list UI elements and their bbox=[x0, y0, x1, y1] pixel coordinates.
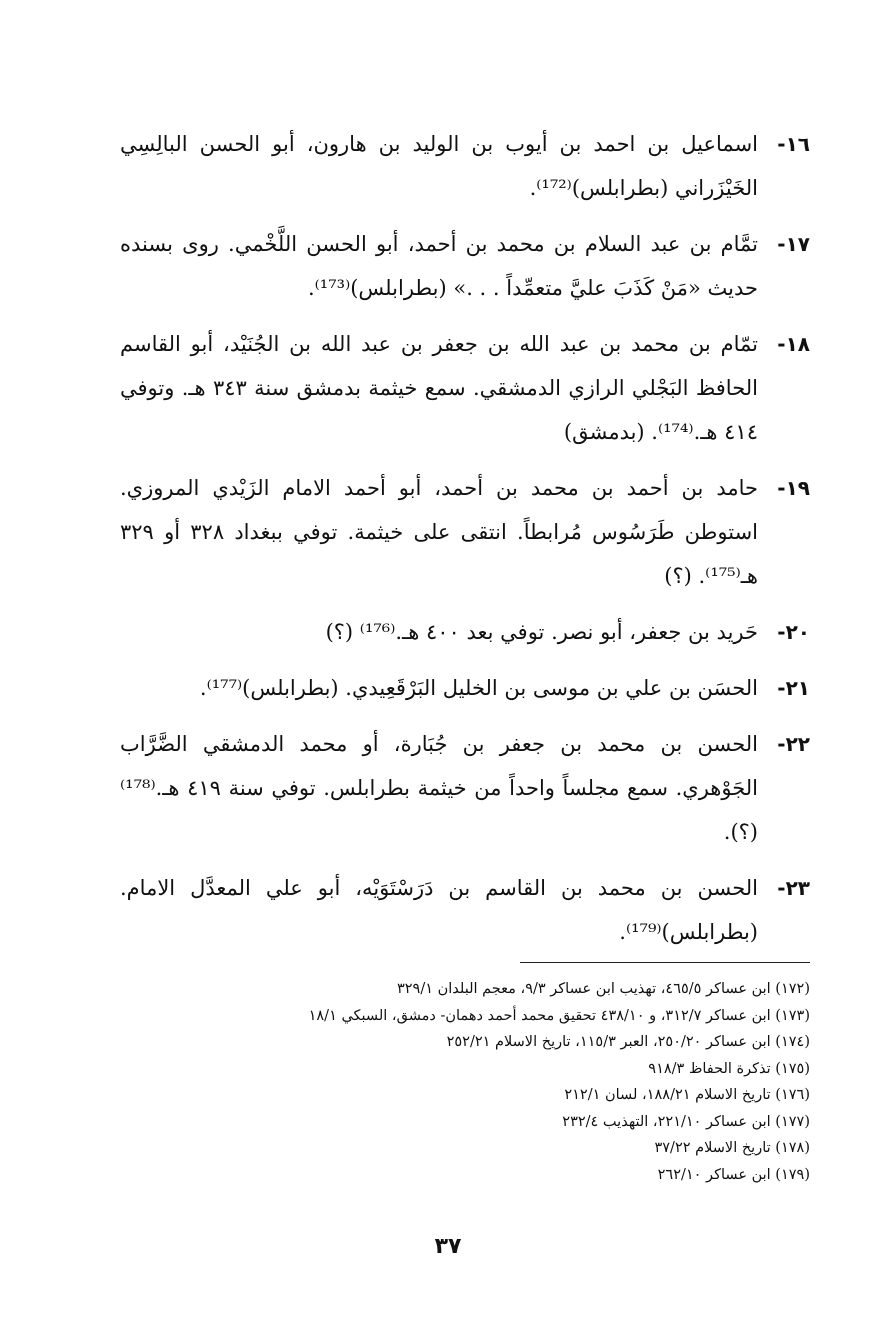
footnote: (١٧٦) تاريخ الاسلام ١٨٨/٢١، لسان ٢١٢/١ bbox=[564, 1087, 810, 1103]
footnote: (١٧٨) تاريخ الاسلام ٣٧/٢٢ bbox=[654, 1140, 810, 1156]
entry-text: الحسَن بن علي بن موسى بن الخليل البَرْقَعِيدي. (بطرابلس)⁽¹⁷⁷⁾. bbox=[199, 676, 758, 700]
entry-number: ١٨- bbox=[777, 332, 810, 356]
entry-text: تمَّام بن عبد السلام بن محمد بن أحمد، أبو الحسن اللَّخْمي. روى بسنده حديث «مَنْ كَذَبَ عليَّ متعمِّداً . . .» (بطرابلس)⁽¹⁷³⁾. bbox=[120, 232, 758, 300]
entry-22 bbox=[120, 722, 810, 854]
entry-number: ٢٠- bbox=[777, 620, 810, 644]
entry-23 bbox=[120, 866, 810, 954]
footnote: (١٧٩) ابن عساكر ٢٦٢/١٠ bbox=[657, 1166, 810, 1183]
entry-number: ١٦- bbox=[777, 132, 810, 156]
entry-17 bbox=[120, 222, 810, 310]
entry-number: ١٩- bbox=[777, 476, 810, 500]
entry-18 bbox=[120, 322, 810, 454]
biography-entries bbox=[120, 122, 810, 966]
entry-number: ٢٣- bbox=[777, 876, 810, 900]
footnote-separator bbox=[520, 962, 810, 963]
footnote: (١٧٣) ابن عساكر ٣١٢/٧، و ٤٣٨/١٠ تحقيق محمد أحمد دهمان- دمشق، السبكي ١٨/١ bbox=[308, 1007, 810, 1024]
entry-text: حَريد بن جعفر، أبو نصر. توفي بعد ٤٠٠ هـ.⁽¹⁷⁶⁾ (؟) bbox=[325, 620, 758, 644]
entry-19 bbox=[120, 466, 810, 598]
entry-text: حامد بن أحمد بن محمد بن أحمد، أبو أحمد الامام الزَيْدي المروزي. استوطن طَرَسُوس مُرابطاً. انتقى على خيثمة. توفي ببغداد ٣٢٨ أو ٣٢٩ هـ⁽¹⁷⁵⁾. (؟) bbox=[120, 476, 758, 588]
entry-20 bbox=[120, 610, 810, 654]
footnote: (١٧٥) تذكرة الحفاظ ٩١٨/٣ bbox=[648, 1060, 810, 1077]
entry-text: اسماعيل بن احمد بن أيوب بن الوليد بن هارون، أبو الحسن البالِسِي الخَيْزَراني (بطرابلس)⁽¹⁷²⁾. bbox=[120, 132, 758, 200]
entry-text: الحسن بن محمد بن القاسم بن دَرَسْتَوَيْه، أبو علي المعدَّل الامام. (بطرابلس)⁽¹⁷⁹⁾. bbox=[120, 876, 758, 944]
footnote: (١٧٧) ابن عساكر ٢٢١/١٠، التهذيب ٢٣٢/٤ bbox=[562, 1113, 810, 1130]
entry-21 bbox=[120, 666, 810, 710]
footnote: (١٧٤) ابن عساكر ٢٥٠/٢٠، العبر ١١٥/٣، تاريخ الاسلام ٢٥٢/٢١ bbox=[446, 1034, 810, 1050]
entry-text: الحسن بن محمد بن جعفر بن جُبَارة، أو محمد الدمشقي الضَّرَّاب الجَوْهري. سمع مجلساً واحداً من خيثمة بطرابلس. توفي سنة ٤١٩ هـ.⁽¹⁷⁸⁾ (؟). bbox=[120, 732, 758, 844]
entry-number: ١٧- bbox=[777, 232, 810, 256]
footnotes bbox=[110, 976, 810, 1188]
page-number: ٣٧ bbox=[434, 1234, 462, 1259]
footnote: (١٧٢) ابن عساكر ٤٦٥/٥، تهذيب ابن عساكر ٩/٣، معجم البلدان ٣٢٩/١ bbox=[396, 981, 810, 997]
entry-number: ٢١- bbox=[777, 676, 810, 700]
entry-16 bbox=[120, 122, 810, 210]
entry-text: تمّام بن محمد بن عبد الله بن جعفر بن عبد الله بن الجُنَيْد، أبو القاسم الحافظ البَجْلي الرازي الدمشقي. سمع خيثمة بدمشق سنة ٣٤٣ هـ. وتوفي ٤١٤ هـ.⁽¹⁷⁴⁾. (بدمشق) bbox=[120, 332, 758, 444]
entry-number: ٢٢- bbox=[777, 732, 810, 756]
